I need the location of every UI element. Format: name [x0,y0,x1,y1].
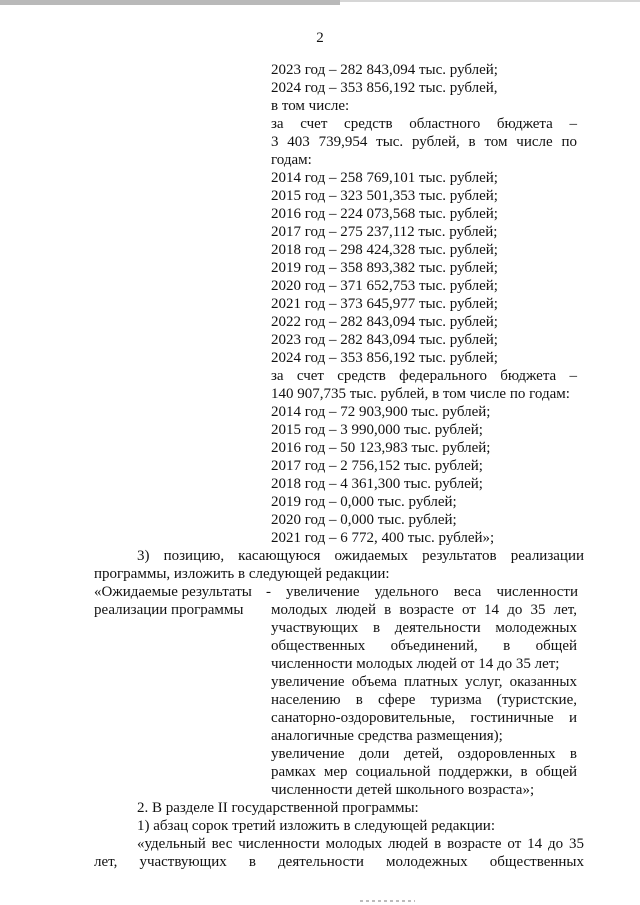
federal-year-line: 2018 год – 4 361,300 тыс. рублей; [271,476,483,492]
results-label-line1: «Ожидаемые результаты [94,584,252,600]
federal-year-line: 2020 год – 0,000 тыс. рублей; [271,512,457,528]
regional-year-line: 2022 год – 282 843,094 тыс. рублей; [271,314,498,330]
results-text-line: увеличение удельного веса численности [286,584,578,600]
regional-year-line: 2019 год – 358 893,382 тыс. рублей; [271,260,498,276]
regional-year-line: 2024 год – 353 856,192 тыс. рублей; [271,350,498,366]
results-text-line: рамках мер социальной поддержки, в общей [271,764,577,780]
section2-heading: 2. В разделе II государственной программы: [137,800,419,816]
federal-year-line: 2016 год – 50 123,983 тыс. рублей; [271,440,491,456]
quote-line2: лет, участвующих в деятельности молодежных общественных [94,854,584,870]
results-text-line: увеличение объема платных услуг, оказанных [271,674,577,690]
funding-including: в том числе: [271,98,350,114]
results-text-line: населению в сфере туризма (туристские, [271,692,577,708]
results-label-line2: реализации программы [94,602,244,618]
regional-year-line: 2018 год – 298 424,328 тыс. рублей; [271,242,498,258]
regional-year-line: 2020 год – 371 652,753 тыс. рублей; [271,278,498,294]
regional-year-line: 2021 год – 373 645,977 тыс. рублей; [271,296,498,312]
page-number: 2 [316,30,324,46]
item3-line2: программы, изложить в следующей редакции: [94,566,390,582]
scan-edge-shadow-right [340,0,640,2]
scan-edge-shadow [0,0,340,5]
section2-item1: 1) абзац сорок третий изложить в следующей редакции: [137,818,495,834]
item3-line1: 3) позицию, касающуюся ожидаемых результатов реализации [137,548,584,564]
regional-budget-heading: за счет средств областного бюджета – [271,116,577,132]
regional-year-line: 2015 год – 323 501,353 тыс. рублей; [271,188,498,204]
federal-year-line: 2021 год – 6 772, 400 тыс. рублей»; [271,530,495,546]
results-text-line: молодых людей в возрасте от 14 до 35 лет, [271,602,577,618]
federal-year-line: 2019 год – 0,000 тыс. рублей; [271,494,457,510]
federal-year-line: 2014 год – 72 903,900 тыс. рублей; [271,404,491,420]
results-text-line: общественных объединений, в общей [271,638,577,654]
results-text-line: санаторно-оздоровительные, гостиничные и [271,710,577,726]
federal-budget-heading: за счет средств федерального бюджета – [271,368,577,384]
scan-footer-mark [360,900,415,902]
quote-line1: «удельный вес численности молодых людей в возрасте от 14 до 35 [137,836,584,852]
federal-budget-total: 140 907,735 тыс. рублей, в том числе по годам: [271,386,570,402]
regional-budget-total: 3 403 739,954 тыс. рублей, в том числе по [271,134,577,150]
regional-budget-by-years: годам: [271,152,312,168]
regional-year-line: 2017 год – 275 237,112 тыс. рублей; [271,224,498,240]
regional-year-line: 2014 год – 258 769,101 тыс. рублей; [271,170,498,186]
funding-line-2024: 2024 год – 353 856,192 тыс. рублей, [271,80,498,96]
regional-year-line: 2016 год – 224 073,568 тыс. рублей; [271,206,498,222]
federal-year-line: 2017 год – 2 756,152 тыс. рублей; [271,458,483,474]
federal-year-line: 2015 год – 3 990,000 тыс. рублей; [271,422,483,438]
results-text-line: численности молодых людей от 14 до 35 лет; [271,656,560,672]
regional-year-line: 2023 год – 282 843,094 тыс. рублей; [271,332,498,348]
results-text-line: численности детей школьного возраста»; [271,782,535,798]
funding-line-2023: 2023 год – 282 843,094 тыс. рублей; [271,62,498,78]
results-dash: - [266,584,271,600]
results-text-line: увеличение доли детей, оздоровленных в [271,746,577,762]
results-text-line: аналогичные средства размещения); [271,728,503,744]
results-text-line: участвующих в деятельности молодежных [271,620,577,636]
